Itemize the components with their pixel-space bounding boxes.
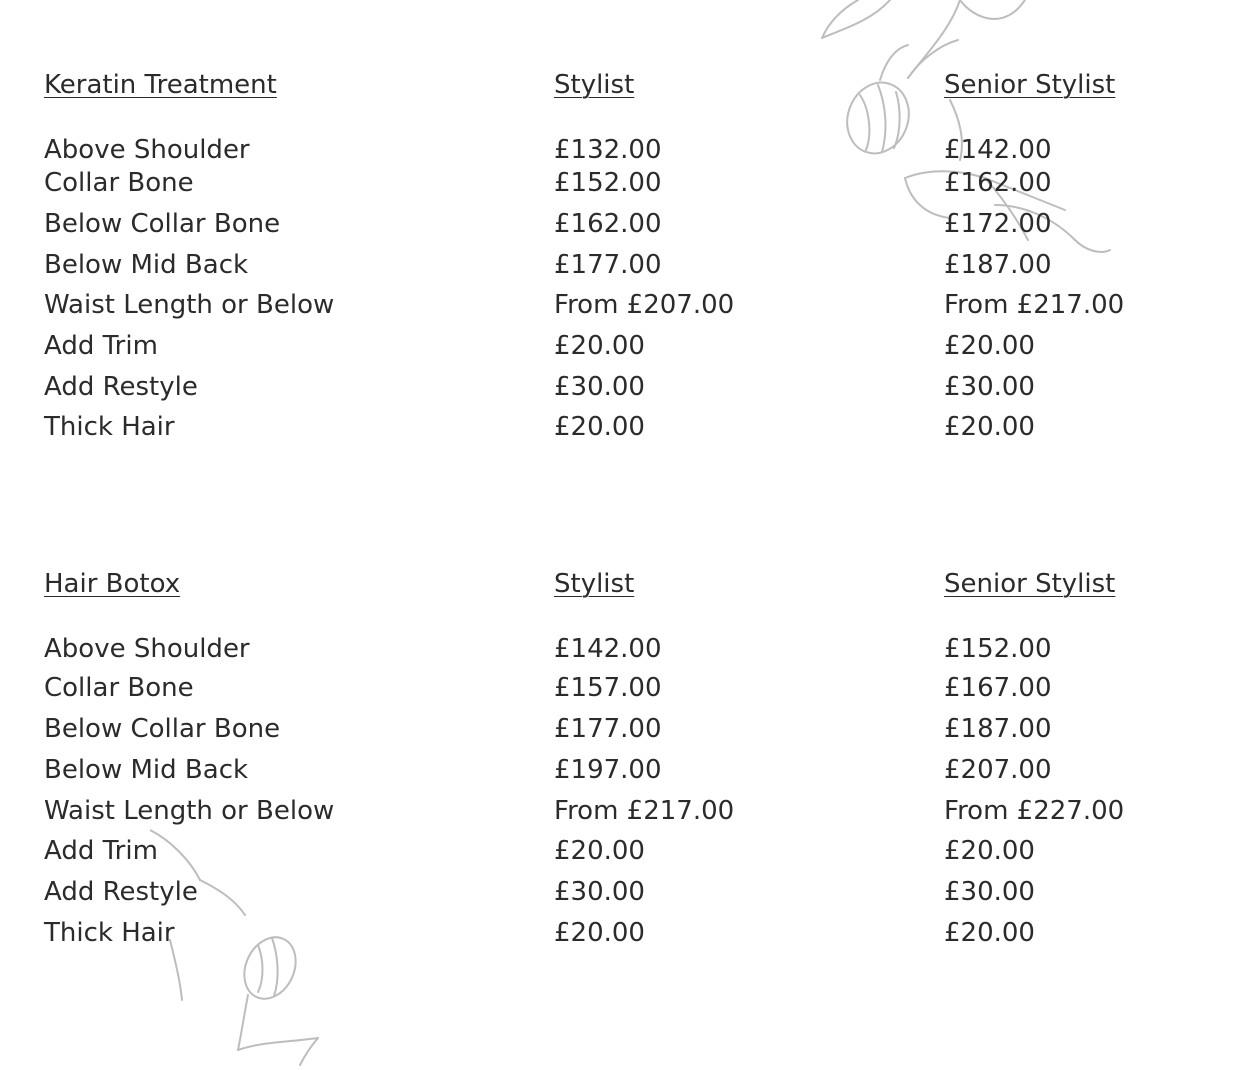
price-row — [0, 209, 1241, 239]
price-row — [0, 755, 1241, 785]
senior-stylist-price: £187.00 — [944, 250, 1052, 280]
senior-stylist-price: £187.00 — [944, 714, 1052, 744]
senior-stylist-price: £30.00 — [944, 877, 1035, 907]
price-row — [0, 135, 1241, 165]
stylist-price: From £217.00 — [554, 796, 735, 826]
stylist-price: From £207.00 — [554, 290, 735, 320]
stylist-price: £162.00 — [554, 209, 662, 239]
senior-stylist-price: £30.00 — [944, 372, 1035, 402]
senior-stylist-price: £152.00 — [944, 634, 1052, 664]
service-label: Below Collar Bone — [44, 714, 281, 744]
price-row — [0, 673, 1241, 703]
price-row — [0, 634, 1241, 664]
senior-stylist-price: £207.00 — [944, 755, 1052, 785]
service-label: Add Restyle — [44, 877, 198, 907]
stylist-price: £132.00 — [554, 135, 662, 165]
senior-stylist-price: £20.00 — [944, 412, 1035, 442]
service-label: Collar Bone — [44, 168, 194, 198]
senior-stylist-price: £142.00 — [944, 135, 1052, 165]
stylist-column-header: Stylist — [554, 569, 635, 599]
service-label: Add Restyle — [44, 372, 198, 402]
price-row — [0, 836, 1241, 866]
senior-stylist-price: £20.00 — [944, 331, 1035, 361]
senior-stylist-price: £167.00 — [944, 673, 1052, 703]
service-label: Add Trim — [44, 836, 158, 866]
stylist-price: £157.00 — [554, 673, 662, 703]
stylist-price: £20.00 — [554, 836, 645, 866]
service-label: Above Shoulder — [44, 135, 250, 165]
stylist-price: £197.00 — [554, 755, 662, 785]
price-row — [0, 796, 1241, 826]
stylist-price: £20.00 — [554, 412, 645, 442]
stylist-price: £177.00 — [554, 250, 662, 280]
stylist-price: £30.00 — [554, 877, 645, 907]
senior-stylist-column-header: Senior Stylist — [944, 70, 1116, 100]
stylist-price: £20.00 — [554, 918, 645, 948]
senior-stylist-price: From £217.00 — [944, 290, 1125, 320]
section-title: Hair Botox — [44, 569, 181, 599]
senior-stylist-price: From £227.00 — [944, 796, 1125, 826]
price-row — [0, 877, 1241, 907]
senior-stylist-price: £20.00 — [944, 836, 1035, 866]
price-row — [0, 412, 1241, 442]
stylist-price: £142.00 — [554, 634, 662, 664]
service-label: Below Mid Back — [44, 250, 249, 280]
service-label: Collar Bone — [44, 673, 194, 703]
stylist-column-header: Stylist — [554, 70, 635, 100]
service-label: Waist Length or Below — [44, 290, 335, 320]
price-row — [0, 290, 1241, 320]
senior-stylist-column-header: Senior Stylist — [944, 569, 1116, 599]
service-label: Above Shoulder — [44, 634, 250, 664]
senior-stylist-price: £162.00 — [944, 168, 1052, 198]
price-row — [0, 168, 1241, 198]
senior-stylist-price: £20.00 — [944, 918, 1035, 948]
price-row — [0, 250, 1241, 280]
service-label: Thick Hair — [44, 918, 175, 948]
stylist-price: £177.00 — [554, 714, 662, 744]
service-label: Below Mid Back — [44, 755, 249, 785]
service-label: Waist Length or Below — [44, 796, 335, 826]
service-label: Add Trim — [44, 331, 158, 361]
price-row — [0, 918, 1241, 948]
senior-stylist-price: £172.00 — [944, 209, 1052, 239]
price-row — [0, 331, 1241, 361]
service-label: Thick Hair — [44, 412, 175, 442]
section-title: Keratin Treatment — [44, 70, 277, 100]
stylist-price: £152.00 — [554, 168, 662, 198]
service-label: Below Collar Bone — [44, 209, 281, 239]
price-row — [0, 714, 1241, 744]
stylist-price: £30.00 — [554, 372, 645, 402]
price-row — [0, 372, 1241, 402]
stylist-price: £20.00 — [554, 331, 645, 361]
